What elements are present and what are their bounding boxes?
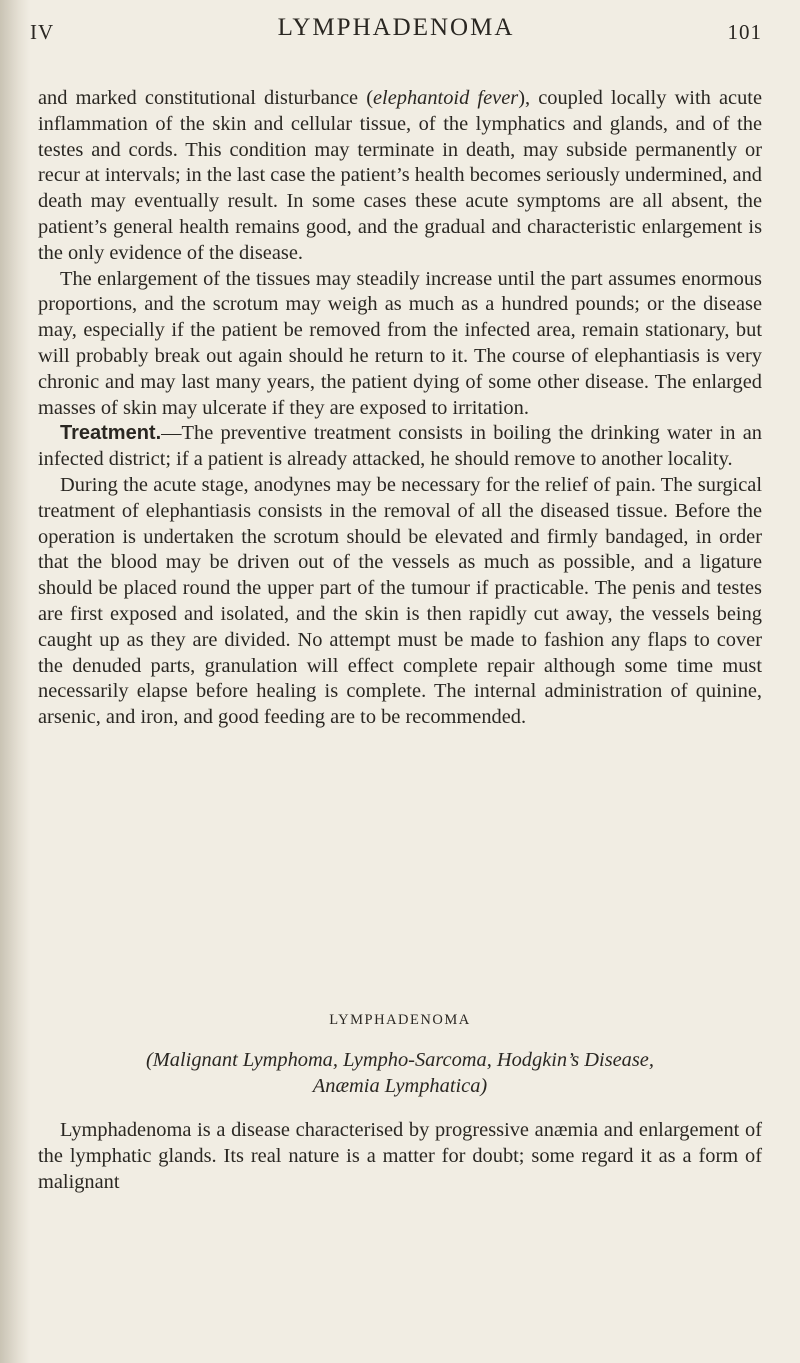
paragraph-lymphadenoma: Lymphadenoma is a disease characterised by progressive anæmia and enlargement of the lymphatic glands. Its real nature is a matter for doubt; some regard it as a form of malignant (38, 1119, 762, 1193)
subtitle-line: (Malignant Lymphoma, Lympho-Sarcoma, Hodgkin’s Disease, (146, 1049, 654, 1071)
paragraph-treatment: Treatment.—The preventive treatment consists in boiling the drinking water in an infected district; if a patient is already attacked, he should remove to another locality. (38, 422, 762, 471)
running-title: LYMPHADENOMA (277, 14, 515, 41)
paragraph-enlargement: The enlargement of the tissues may steadily increase until the part assumes enormous proportions, and the scrotum may weigh as much as a hundred pounds; or the disease may, especially if the patient be removed from the infected area, remain stationary, but will probably break out again should he return to it. The course of elephantiasis is very chronic and may last many years, the patient dying of some other disease. The enlarged masses of skin may ulcerate if they are exposed to irritation. (38, 267, 762, 419)
subtitle-line: Anæmia Lymphatica) (312, 1074, 488, 1097)
treatment-heading: Treatment. (60, 422, 162, 445)
page-gutter-shadow (0, 0, 30, 1363)
italic-term: elephantoid fever (373, 87, 519, 109)
running-head (30, 14, 762, 54)
section-subtitle (38, 1048, 762, 1100)
section-title: LYMPHADENOMA (329, 1012, 471, 1028)
section-body (38, 1118, 762, 1195)
body-text (38, 86, 762, 731)
chapter-number: IV (30, 20, 55, 44)
paragraph-elephantiasis-symptoms: and marked constitutional disturbance (elephantoid fever), coupled locally with acute inflammation of the skin and cellular tissue, of the lymphatics and glands, and of the testes and cords. This condition may terminate in death, may subside permanently or recur at intervals; in the last case the patient’s health becomes seriously undermined, and death may eventually result. In some cases these acute symptoms are all absent, the patient’s general health remains good, and the gradual and characteristic enlargement is the only evidence of the disease. (38, 87, 762, 264)
page-number: 101 (727, 20, 762, 44)
paragraph-surgical-treatment: During the acute stage, anodynes may be necessary for the relief of pain. The surgical treatment of elephantiasis consists in the removal of all the diseased tissue. Before the operation is undertaken the scrotum should be elevated and firmly bandaged, in order that the blood may be driven out of the vessels as much as possible, and a ligature should be placed round the upper part of the tumour if practicable. The penis and testes are first exposed and isolated, and the skin is then rapidly cut away, the vessels being caught up as they are divided. No attempt must be made to fashion any flaps to cover the denuded parts, granulation will effect complete repair although some time must necessarily elapse before healing is complete. The internal administration of quinine, arsenic, and iron, and good feeding are to be recommended. (38, 473, 762, 729)
